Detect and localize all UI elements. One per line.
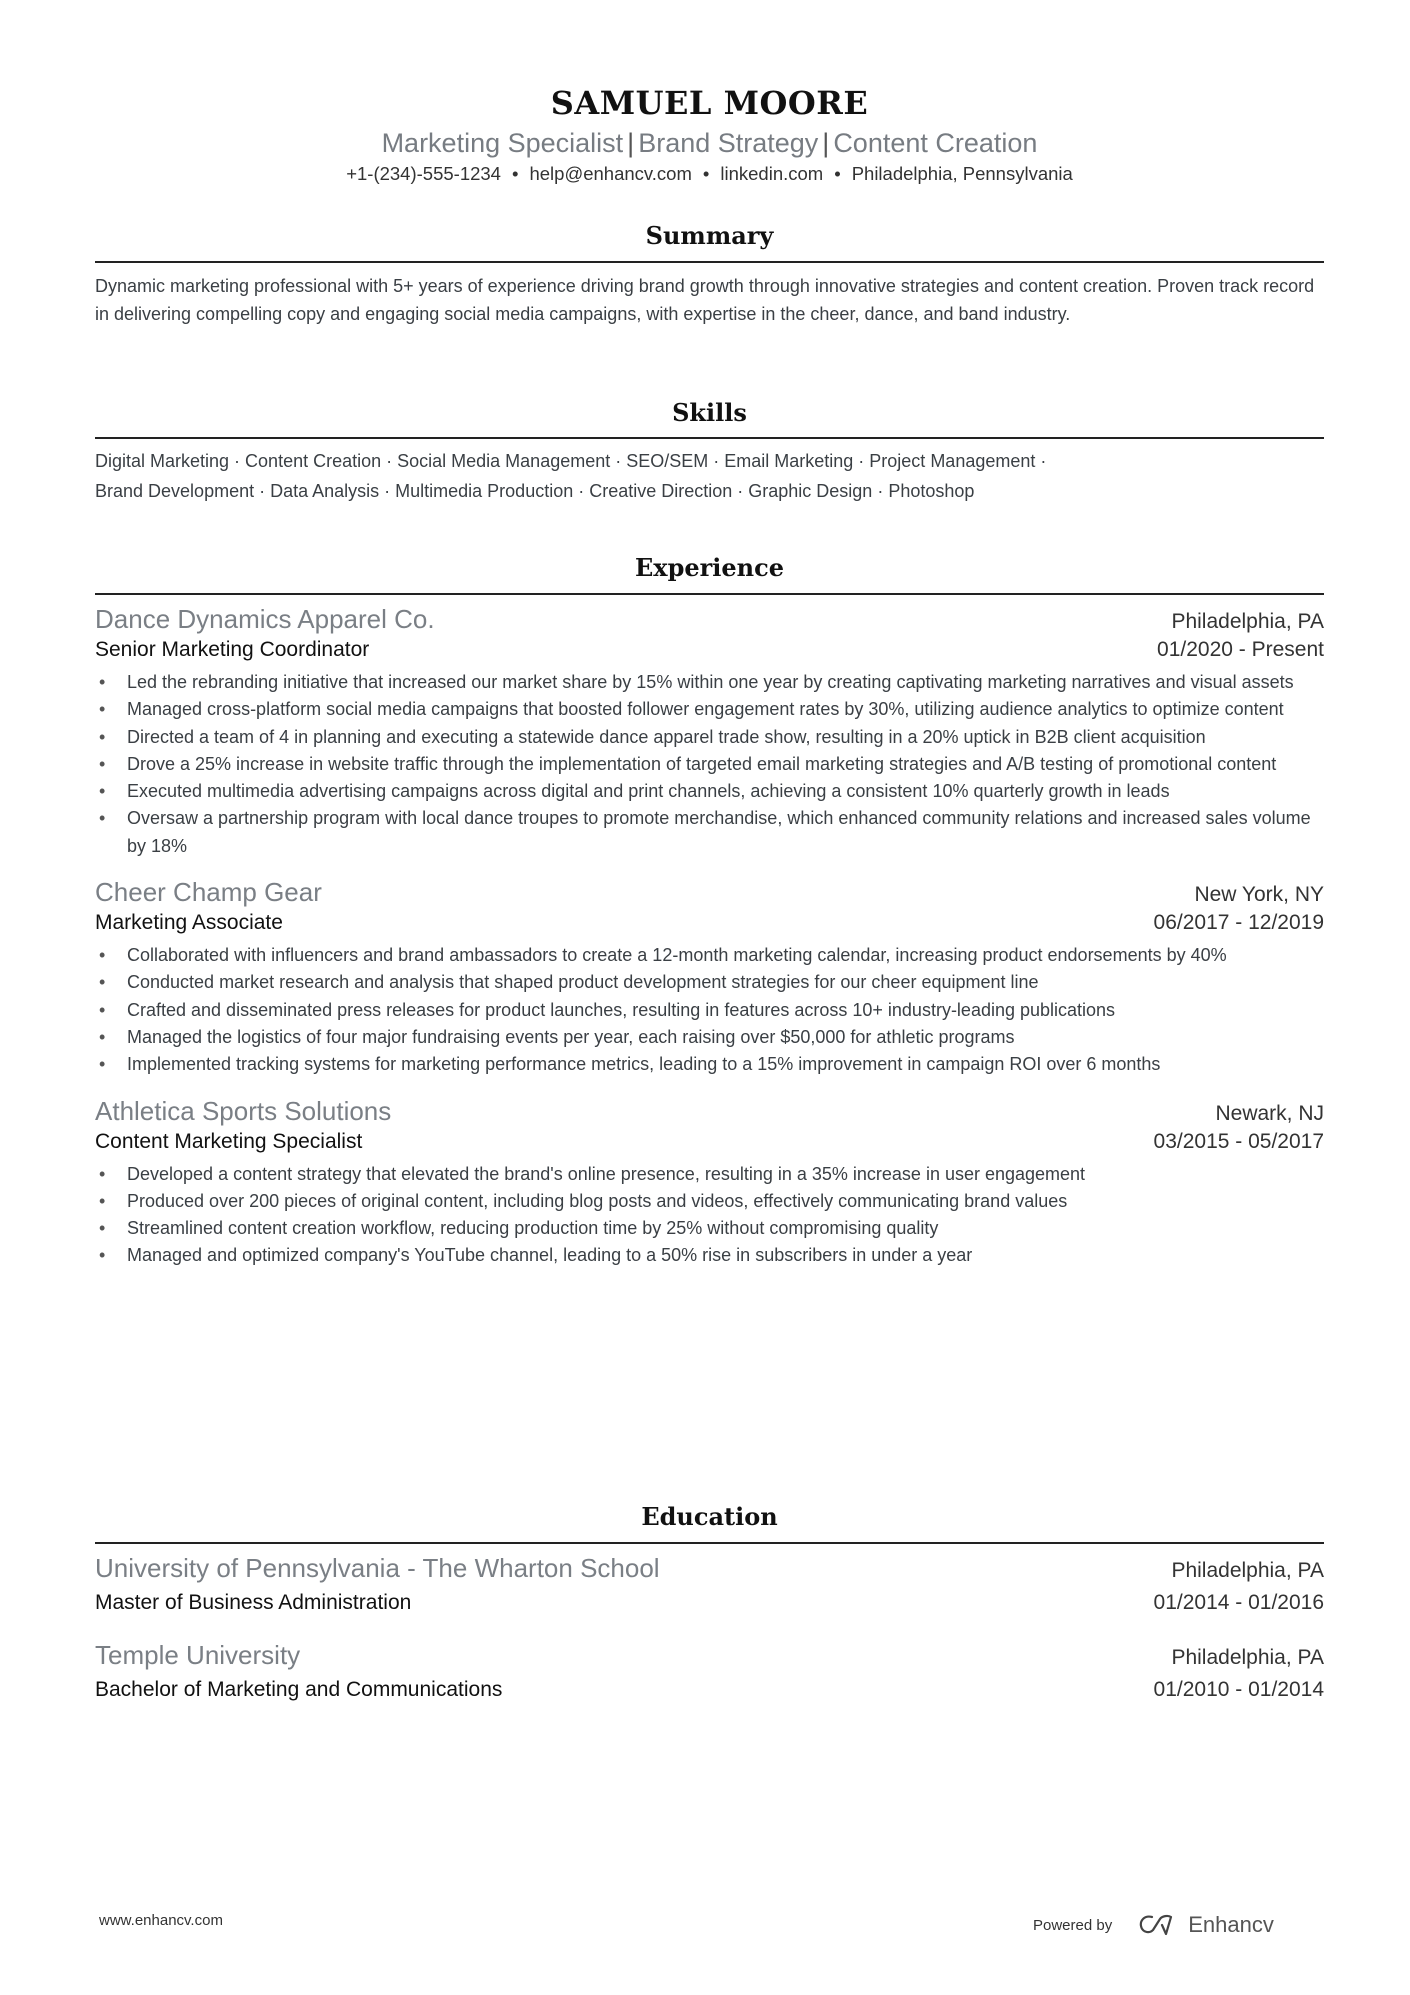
- achievement-item: • Managed cross-platform social media campaigns that boosted follower engagement rates by 30%, utilizing audience analytics to optimize content: [95, 696, 1324, 723]
- achievement-item: • Drove a 25% increase in website traffic through the implementation of targeted email marketing strategies and A/B testing of promotional content: [95, 751, 1324, 778]
- candidate-name: SAMUEL MOORE: [550, 84, 869, 122]
- achievement-item: • Crafted and disseminated press releases for product launches, resulting in features across 10+ industry-leading publications: [95, 997, 1324, 1024]
- powered-by: [1033, 1912, 1274, 1938]
- achievement-item: • Directed a team of 4 in planning and executing a statewide dance apparel trade show, resulting in a 20% uptick in B2B client acquisition: [95, 724, 1324, 751]
- achievement-item: • Managed the logistics of four major fundraising events per year, each raising over $50,000 for athletic programs: [95, 1024, 1324, 1051]
- job-title: Senior Marketing Coordinator: [95, 638, 370, 661]
- location: Philadelphia, Pennsylvania: [851, 163, 1073, 184]
- headline-item: Marketing Specialist: [381, 128, 624, 158]
- company-name: Dance Dynamics Apparel Co.: [95, 604, 435, 634]
- summary-section: [95, 221, 1324, 328]
- headline: Marketing Specialist | Brand Strategy | Content Creation: [381, 128, 1038, 158]
- achievement-item: • Conducted market research and analysis that shaped product development strategies for our cheer equipment line: [95, 969, 1324, 996]
- achievement-item: • Managed and optimized company's YouTube channel, leading to a 50% rise in subscribers in under a year: [95, 1242, 1324, 1269]
- education-entry: [95, 1638, 1324, 1707]
- headline-item: Content Creation: [833, 128, 1038, 158]
- education-section: [95, 1502, 1324, 1707]
- company-name: Cheer Champ Gear: [95, 877, 322, 908]
- achievement-list: [95, 942, 1324, 1078]
- enhancv-logo-icon: [1138, 1913, 1180, 1937]
- degree: Bachelor of Marketing and Communications: [95, 1678, 503, 1701]
- achievement-item: • Streamlined content creation workflow, reducing production time by 25% without compromising quality: [95, 1215, 1324, 1242]
- brand-name: Enhancv: [1188, 1912, 1274, 1937]
- achievement-item: • Executed multimedia advertising campaigns across digital and print channels, achieving a consistent 10% quarterly growth in leads: [95, 778, 1324, 805]
- enhancv-logo: [1138, 1912, 1274, 1938]
- experience-section: [95, 553, 1324, 1270]
- section-heading: Experience: [634, 553, 784, 582]
- achievement-item: • Produced over 200 pieces of original content, including blog posts and videos, effectively communicating brand values: [95, 1188, 1324, 1215]
- job-location: New York, NY: [1194, 883, 1324, 907]
- job-dates: 03/2015 - 05/2017: [1153, 1129, 1324, 1153]
- school-name: Temple University: [95, 1640, 301, 1670]
- achievement-item: • Implemented tracking systems for marketing performance metrics, leading to a 15% improvement in campaign ROI over 6 months: [95, 1051, 1324, 1078]
- achievement-item: • Led the rebranding initiative that increased our market share by 15% within one year by creating captivating marketing narratives and visual assets: [95, 669, 1324, 696]
- skills-section: [95, 398, 1324, 506]
- job-entry: [95, 875, 1324, 1078]
- section-heading: Skills: [672, 398, 747, 427]
- divider: [95, 261, 1324, 263]
- job-dates: 06/2017 - 12/2019: [1153, 911, 1324, 935]
- achievement-list: [95, 669, 1324, 860]
- school-location: Philadelphia, PA: [1171, 1559, 1324, 1582]
- company-name: Athletica Sports Solutions: [95, 1095, 392, 1126]
- education-entry: [95, 1551, 1324, 1620]
- achievement-item: • Collaborated with influencers and brand ambassadors to create a 12-month marketing calendar, increasing product endorsements by 40%: [95, 942, 1324, 969]
- job-location: Philadelphia, PA: [1171, 610, 1324, 633]
- job-entry: [95, 1094, 1324, 1270]
- job-title: Marketing Associate: [95, 911, 283, 935]
- divider: [95, 593, 1324, 595]
- education-dates: 01/2014 - 01/2016: [1153, 1591, 1324, 1614]
- divider: [95, 437, 1324, 439]
- job-title: Content Marketing Specialist: [95, 1129, 363, 1153]
- email-link[interactable]: help@enhancv.com: [529, 163, 692, 184]
- linkedin-link[interactable]: linkedin.com: [720, 163, 824, 184]
- section-heading: Education: [641, 1502, 778, 1531]
- job-entry: [95, 602, 1324, 860]
- phone: +1-(234)-555-1234: [346, 163, 501, 184]
- summary-text: Dynamic marketing professional with 5+ years of experience driving brand growth through innovative strategies and content creation. Proven track record in delivering compelling copy and engaging social media campaigns, with expertise in the cheer, dance, and band industry.: [95, 276, 1315, 324]
- degree: Master of Business Administration: [95, 1591, 412, 1614]
- job-location: Newark, NJ: [1215, 1101, 1324, 1125]
- headline-item: Brand Strategy: [638, 128, 819, 158]
- school-name: University of Pennsylvania - The Wharton School: [95, 1553, 660, 1583]
- achievement-item: • Developed a content strategy that elevated the brand's online presence, resulting in a 35% increase in user engagement: [95, 1161, 1324, 1188]
- skills-line: Brand Development · Data Analysis · Multimedia Production · Creative Direction · Graphic Design · Photoshop: [95, 481, 975, 501]
- website-link[interactable]: www.enhancv.com: [99, 1912, 223, 1929]
- education-dates: 01/2010 - 01/2014: [1153, 1678, 1324, 1701]
- achievement-list: [95, 1161, 1324, 1270]
- divider: [95, 1542, 1324, 1544]
- skills-line: Digital Marketing · Content Creation · Social Media Management · SEO/SEM · Email Marketing · Project Management ·: [95, 451, 1047, 471]
- contact-info: +1-(234)-555-1234 • help@enhancv.com • linkedin.com • Philadelphia, Pennsylvania: [346, 163, 1073, 184]
- achievement-item: • Oversaw a partnership program with local dance troupes to promote merchandise, which enhanced community relations and increased sales volume by 18%: [95, 805, 1324, 860]
- job-dates: 01/2020 - Present: [1157, 638, 1324, 661]
- school-location: Philadelphia, PA: [1171, 1646, 1324, 1669]
- powered-by-label: Powered by: [1033, 1916, 1113, 1934]
- section-heading: Summary: [645, 221, 774, 250]
